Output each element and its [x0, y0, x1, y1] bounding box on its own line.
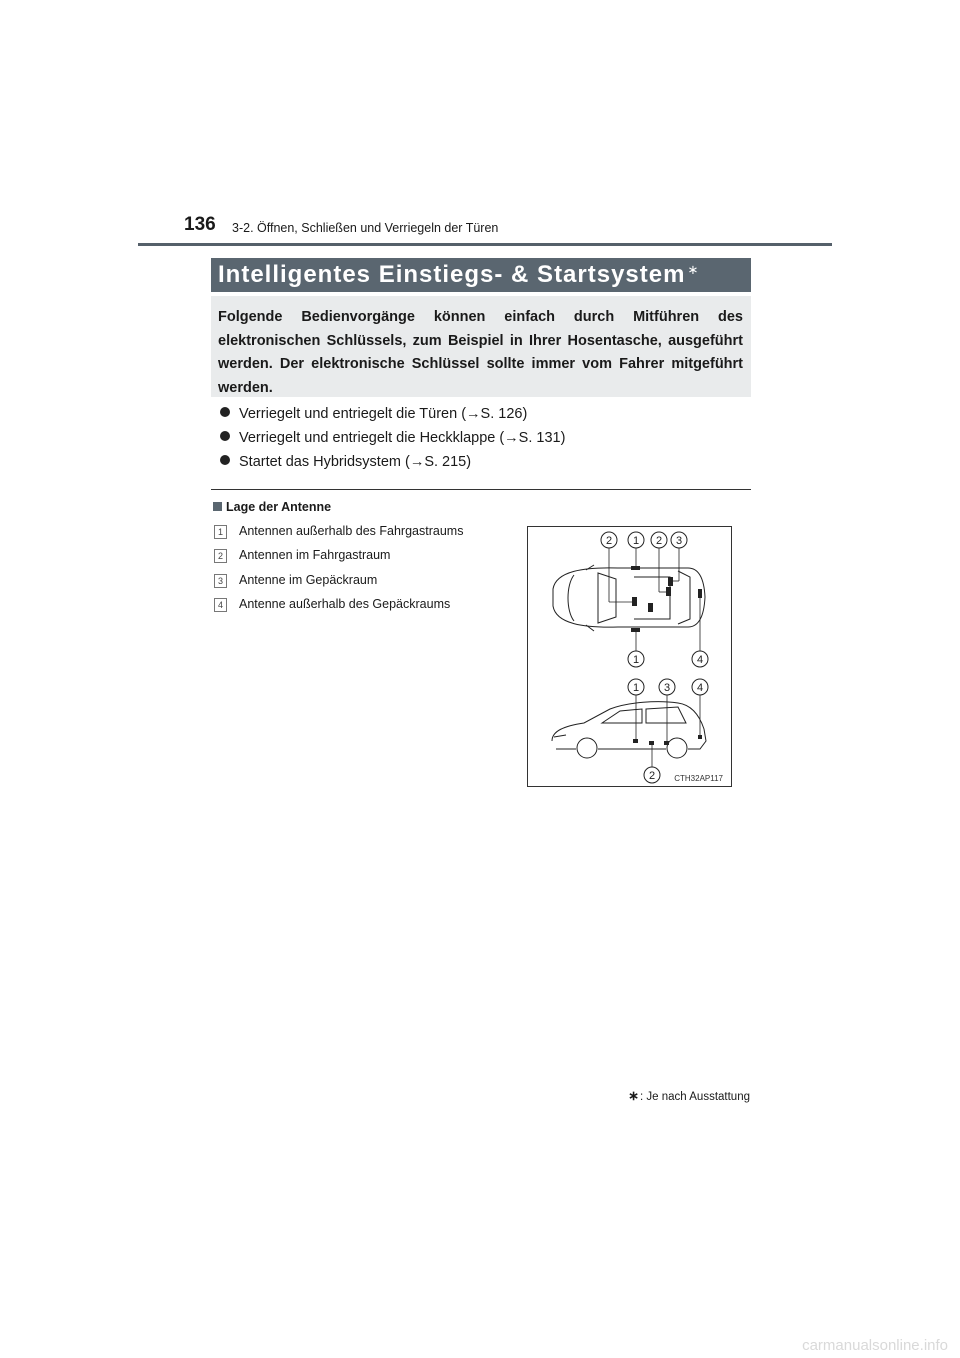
antenna-marker [666, 587, 671, 596]
antenna-marker [648, 603, 653, 612]
callout-number: 1 [632, 682, 640, 694]
antenna-marker [664, 741, 669, 745]
bullet-icon [220, 431, 230, 441]
feature-list [220, 406, 565, 478]
car-side-view-illustration [552, 702, 706, 758]
list-item-text: Verriegelt und entriegelt die Heckklappe (→S. 131) [239, 430, 566, 446]
section-title-bar [211, 258, 751, 292]
watermark: carmanualsonline.info [802, 1337, 948, 1354]
square-bullet-icon [213, 502, 222, 511]
subsection-heading-text: Lage der Antenne [226, 500, 332, 514]
legend-item [214, 524, 463, 548]
bullet-icon [220, 455, 230, 465]
callout-4 [692, 679, 708, 695]
subsection-heading [213, 500, 331, 514]
antenna-legend [214, 524, 463, 621]
footnote-mark: ∗ [628, 1088, 640, 1103]
antenna-marker [698, 589, 702, 598]
chapter-title: 3-2. Öffnen, Schließen und Verriegeln der Türen [232, 221, 499, 235]
callout-4 [692, 651, 708, 667]
antenna-marker [668, 577, 673, 586]
callout-leader-lines [609, 548, 700, 767]
legend-item [214, 597, 463, 621]
antenna-marker [631, 566, 640, 570]
callout-1 [628, 532, 644, 548]
list-item-text: Startet das Hybridsystem (→S. 215) [239, 454, 472, 470]
legend-number: 1 [214, 525, 227, 539]
legend-text: Antennen im Fahrgastraum [239, 548, 391, 563]
antenna-marker [698, 735, 702, 739]
callout-1 [628, 679, 644, 695]
callout-number: 2 [648, 770, 656, 782]
callout-3 [659, 679, 675, 695]
legend-text: Antennen außerhalb des Fahrgastraums [239, 524, 464, 538]
list-item [220, 454, 565, 478]
footnote [628, 1088, 750, 1104]
callout-3 [671, 532, 687, 548]
legend-item [214, 573, 463, 597]
figure-code: CTH32AP117 [674, 774, 723, 783]
legend-text: Antenne im Gepäckraum [239, 572, 378, 587]
callout-number: 2 [605, 535, 613, 547]
intro-box [211, 296, 751, 397]
car-diagram [528, 527, 733, 788]
list-item [220, 406, 565, 430]
callout-number: 1 [632, 654, 640, 666]
callout-number: 2 [655, 535, 663, 547]
car-top-view-illustration [553, 565, 705, 631]
header-rule [138, 243, 832, 246]
bullet-icon [220, 407, 230, 417]
legend-item [214, 548, 463, 572]
list-item-text: Verriegelt und entriegelt die Türen (→S. 126) [239, 406, 528, 422]
antenna-marker [649, 741, 654, 745]
antenna-marker [632, 597, 637, 606]
callout-2 [651, 532, 667, 548]
callout-number: 1 [632, 535, 640, 547]
antenna-marker [631, 628, 640, 632]
footnote-text: : Je nach Ausstattung [640, 1091, 750, 1103]
section-title-text: Intelligentes Einstiegs- & Startsystem [218, 261, 686, 288]
callout-number: 4 [696, 654, 704, 666]
callout-2 [644, 767, 660, 783]
callout-2 [601, 532, 617, 548]
callout-number: 3 [663, 682, 671, 694]
intro-text: Folgende Bedienvorgänge können einfach durch Mitführen des elektronischen Schlüssels, zum Beispiel in Ihrer Hosentasche, ausgeführt werden. Der elektronische Schlüssel sollte immer vom Fahrer mitgeführt werden. [218, 309, 743, 396]
legend-text: Antenne außerhalb des Gepäckraums [239, 596, 451, 611]
antenna-marker [633, 739, 638, 743]
section-divider [211, 489, 751, 490]
title-footnote-mark: ∗ [687, 262, 700, 277]
section-title [218, 261, 699, 289]
legend-number: 3 [214, 574, 227, 588]
legend-number: 4 [214, 598, 227, 612]
callout-number: 3 [675, 535, 683, 547]
legend-number: 2 [214, 549, 227, 563]
callout-number: 4 [696, 682, 704, 694]
page-number: 136 [184, 214, 216, 235]
list-item [220, 430, 565, 454]
callout-1 [628, 651, 644, 667]
antenna-location-figure [527, 526, 732, 787]
